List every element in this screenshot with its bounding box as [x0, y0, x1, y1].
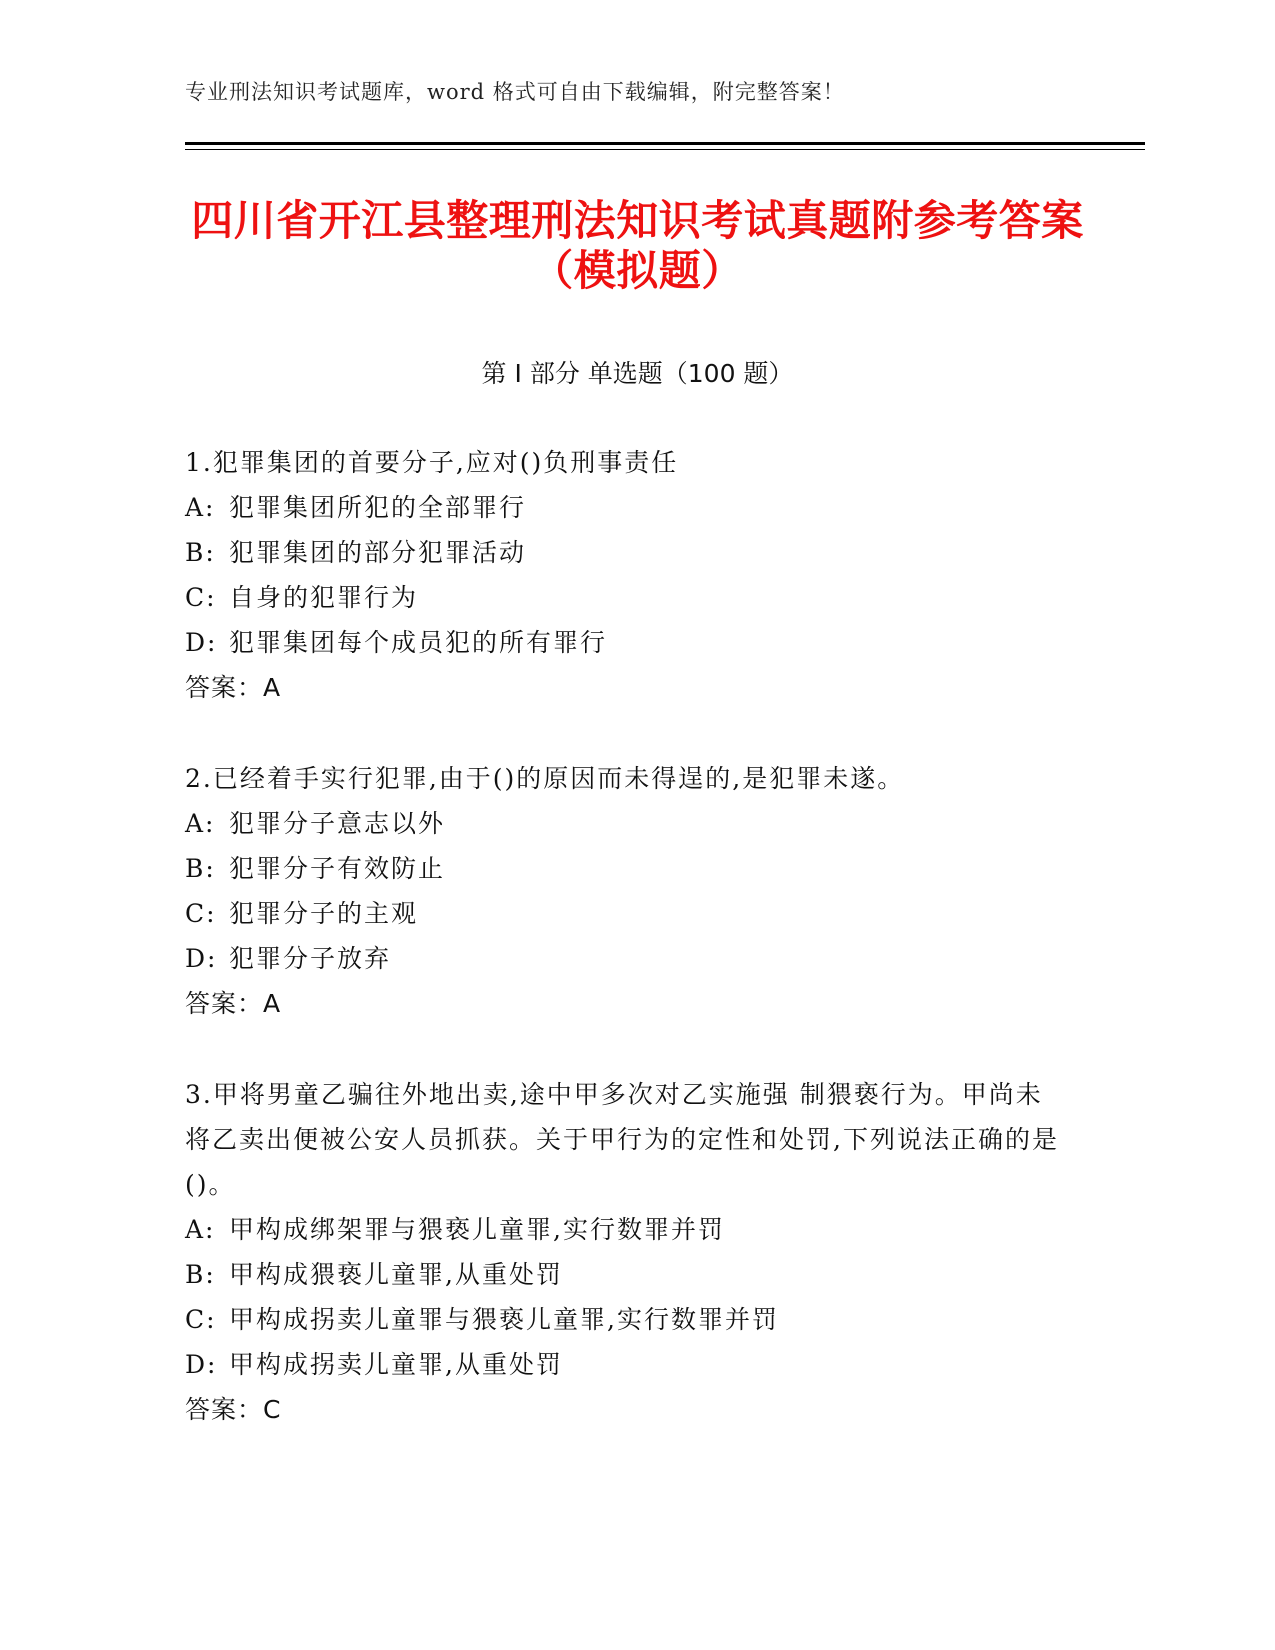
section-heading: 第 I 部分 单选题（100 题） — [481, 359, 794, 388]
option-c — [185, 1297, 1065, 1342]
question-answer: 答案：C — [185, 1395, 282, 1424]
option-c — [185, 891, 1065, 936]
option-text: 甲构成拐卖儿童罪与猥亵儿童罪,实行数罪并罚 — [229, 1305, 779, 1334]
header-rule-thick — [185, 142, 1145, 145]
option-text: 犯罪集团所犯的全部罪行 — [229, 493, 527, 522]
question-stem: 2.已经着手实行犯罪,由于()的原因而未得逞的,是犯罪未遂。 — [185, 764, 905, 793]
option-text: 甲构成绑架罪与猥亵儿童罪,实行数罪并罚 — [229, 1215, 725, 1244]
option-b — [185, 1252, 1065, 1297]
question-2 — [185, 756, 1065, 1026]
option-text: 犯罪集团每个成员犯的所有罪行 — [229, 628, 608, 657]
option-text: 犯罪分子意志以外 — [229, 809, 446, 838]
option-label: C: — [185, 1305, 217, 1334]
option-text: 自身的犯罪行为 — [229, 583, 419, 612]
question-3 — [185, 1072, 1065, 1432]
option-b — [185, 846, 1065, 891]
option-text: 犯罪集团的部分犯罪活动 — [229, 538, 527, 567]
option-label: A: — [185, 809, 216, 838]
option-b — [185, 530, 1065, 575]
option-label: A: — [185, 1215, 216, 1244]
option-text: 犯罪分子的主观 — [229, 899, 419, 928]
option-text: 犯罪分子放弃 — [229, 944, 392, 973]
option-label: B: — [185, 854, 216, 883]
option-text: 甲构成拐卖儿童罪,从重处罚 — [229, 1350, 563, 1379]
option-text: 犯罪分子有效防止 — [229, 854, 446, 883]
option-d — [185, 620, 1065, 665]
document-title: 四川省开江县整理刑法知识考试真题附参考答案（模拟题） — [191, 196, 1084, 295]
question-1 — [185, 440, 1065, 710]
question-list — [185, 440, 1065, 1478]
option-a — [185, 485, 1065, 530]
option-d — [185, 1342, 1065, 1387]
question-answer: 答案：A — [185, 673, 282, 702]
option-a — [185, 1207, 1065, 1252]
option-label: D: — [185, 944, 218, 973]
option-label: C: — [185, 583, 217, 612]
option-a — [185, 801, 1065, 846]
option-c — [185, 575, 1065, 620]
option-label: A: — [185, 493, 216, 522]
option-label: B: — [185, 538, 216, 567]
option-d — [185, 936, 1065, 981]
question-answer: 答案：A — [185, 989, 282, 1018]
option-label: B: — [185, 1260, 216, 1289]
header-note: 专业刑法知识考试题库，word 格式可自由下载编辑，附完整答案！ — [185, 80, 845, 104]
question-stem: 1.犯罪集团的首要分子,应对()负刑事责任 — [185, 448, 679, 477]
header-rule-thin — [185, 149, 1145, 150]
option-text: 甲构成猥亵儿童罪,从重处罚 — [229, 1260, 563, 1289]
option-label: C: — [185, 899, 217, 928]
option-label: D: — [185, 628, 218, 657]
question-stem: 3.甲将男童乙骗往外地出卖,途中甲多次对乙实施强 制猥亵行为。甲尚未将乙卖出便被公安人员抓获。关于甲行为的定性和处罚,下列说法正确的是()。 — [185, 1080, 1059, 1199]
option-label: D: — [185, 1350, 218, 1379]
